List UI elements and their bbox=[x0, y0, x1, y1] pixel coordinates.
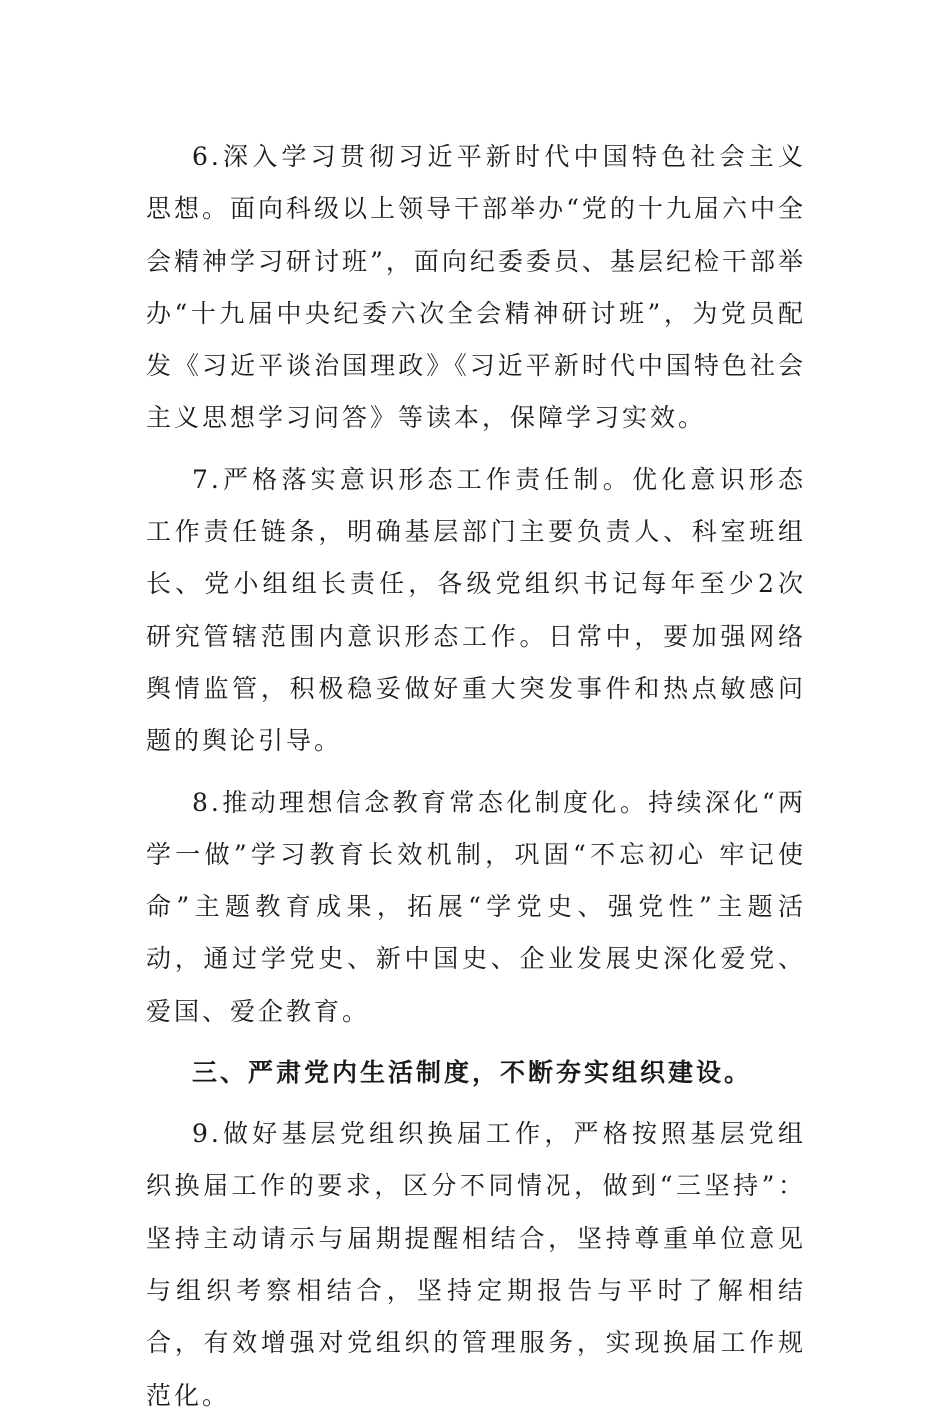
paragraph-item-6: 6.深入学习贯彻习近平新时代中国特色社会主义思想。面向科级以上领导干部举办“党的十九届六中全会精神学习研讨班”，面向纪委委员、基层纪检干部举办“十九届中央纪委六次全会精神研讨班”，为党员配发《习近平谈治国理政》《习近平新时代中国特色社会主义思想学习问答》等读本，保障学习实效。 bbox=[146, 142, 806, 433]
paragraph-item-7: 7.严格落实意识形态工作责任制。优化意识形态工作责任链条，明确基层部门主要负责人、科室班组长、党小组组长责任，各级党组织书记每年至少2次研究管辖范围内意识形态工作。日常中，要加强网络舆情监管，积极稳妥做好重大突发事件和热点敏感问题的舆论引导。 bbox=[146, 464, 806, 756]
section-heading: 三、严肃党内生活制度，不断夯实组织建设。 bbox=[192, 1058, 753, 1088]
document-body bbox=[146, 131, 806, 1422]
paragraph-item-9: 9.做好基层党组织换届工作，严格按照基层党组织换届工作的要求，区分不同情况，做到“三坚持”：坚持主动请示与届期提醒相结合，坚持尊重单位意见与组织考察相结合，坚持定期报告与平时了解相结合，有效增强对党组织的管理服务，实现换届工作规范化。 bbox=[146, 1119, 806, 1410]
paragraph-item-8: 8.推动理想信念教育常态化制度化。持续深化“两学一做”学习教育长效机制，巩固“不忘初心 牢记使命”主题教育成果，拓展“学党史、强党性”主题活动，通过学党史、新中国史、企业发展史深化爱党、爱国、爱企教育。 bbox=[146, 787, 806, 1026]
